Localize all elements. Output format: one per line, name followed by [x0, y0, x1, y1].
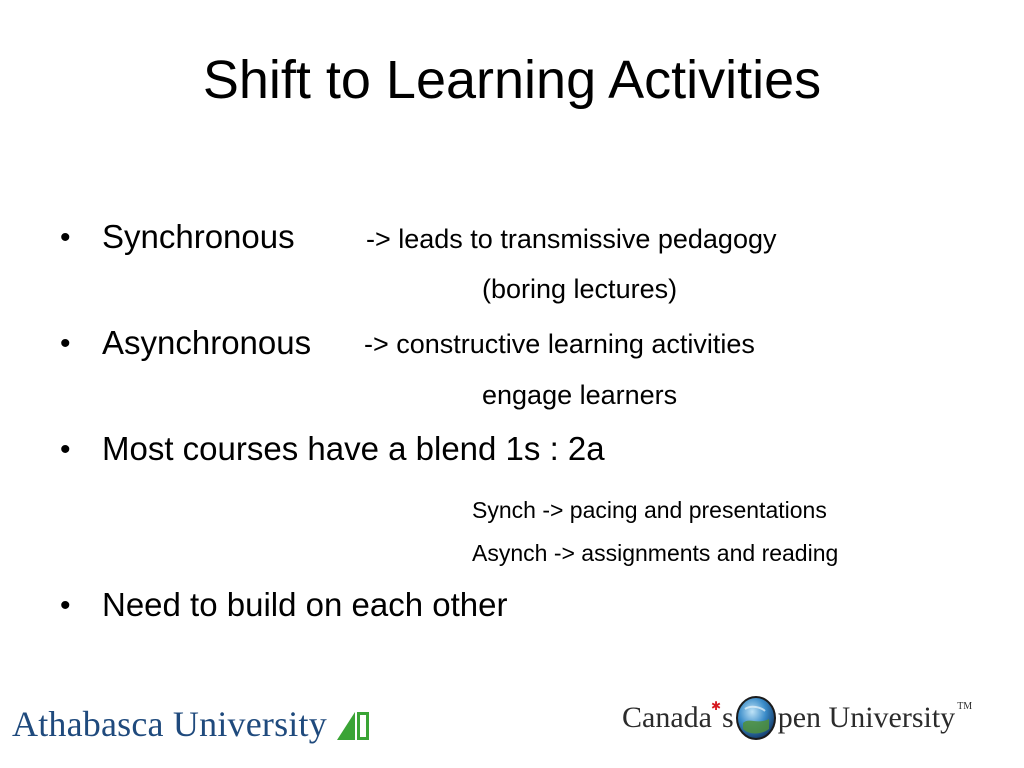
bullet-synchronous-term: Synchronous: [102, 218, 295, 255]
bullet-blend: Most courses have a blend 1s : 2a: [102, 430, 605, 467]
blend-synch-note: Synch -> pacing and presentations: [472, 497, 827, 523]
blend-asynch-note: Asynch -> assignments and reading: [472, 540, 839, 566]
athabasca-university-wordmark: Athabasca University: [12, 704, 327, 744]
trademark-mark: TM: [957, 700, 973, 712]
bullet-asynchronous-continuation: engage learners: [482, 380, 678, 410]
logo-text-canada: Canada: [622, 701, 712, 734]
slide-title: Shift to Learning Activities: [202, 50, 822, 110]
bullet-asynchronous-term: Asynchronous: [102, 324, 312, 361]
athabasca-triangle-icon: [335, 706, 371, 742]
bullet-build-on-each-other: Need to build on each other: [102, 586, 508, 623]
bullet-asynchronous-detail: -> constructive learning activities: [364, 329, 755, 359]
logo-text-open-university: pen University: [777, 701, 956, 734]
bullet-marker: •: [60, 433, 71, 466]
bullet-synchronous-continuation: (boring lectures): [482, 274, 678, 304]
logo-text-s: s: [722, 701, 734, 734]
bullet-marker: •: [60, 221, 71, 254]
maple-leaf-icon: ✱: [710, 698, 722, 713]
bullet-synchronous-detail: -> leads to transmissive pedagogy: [366, 224, 777, 254]
athabasca-university-logo: [12, 700, 371, 748]
canadas-open-university-logo: [622, 690, 972, 746]
bullet-marker: •: [60, 589, 71, 622]
bullet-marker: •: [60, 327, 71, 360]
globe-icon: [735, 695, 777, 741]
